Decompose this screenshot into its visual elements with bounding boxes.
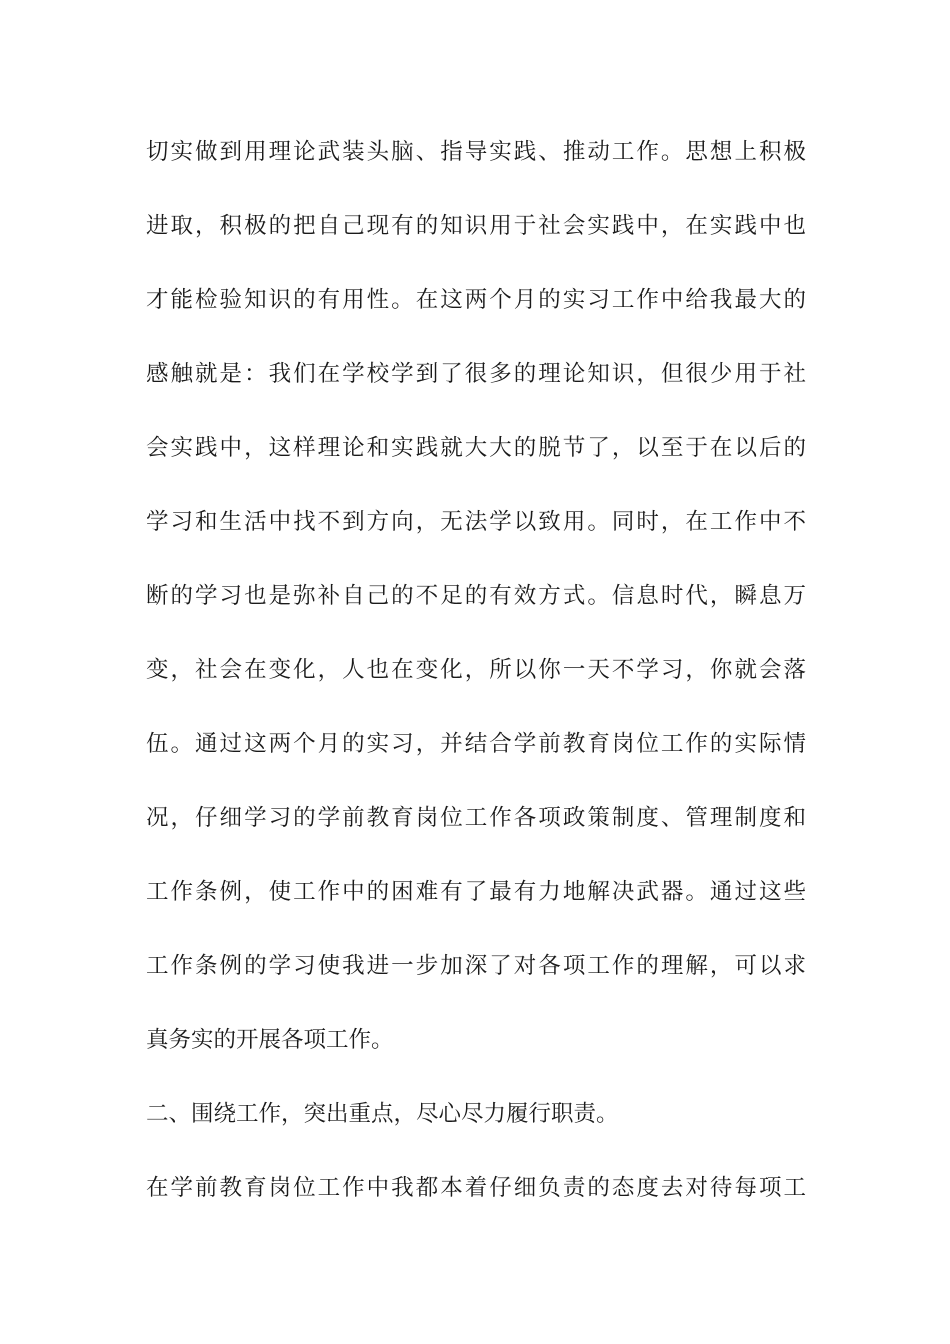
text-line: 断的学习也是弥补自己的不足的有效方式。信息时代，瞬息万 (146, 583, 806, 609)
text-line: 学习和生活中找不到方向，无法学以致用。同时，在工作中不 (146, 509, 806, 535)
body-text (146, 134, 806, 1244)
text-line: 工作条例，使工作中的困难有了最有力地解决武器。通过这些 (146, 879, 806, 905)
text-line: 伍。通过这两个月的实习，并结合学前教育岗位工作的实际情 (146, 731, 806, 757)
paragraph-end-line: 真务实的开展各项工作。 (146, 1027, 394, 1053)
text-line: 感触就是：我们在学校学到了很多的理论知识，但很少用于社 (146, 361, 806, 387)
text-line: 切实做到用理论武装头脑、指导实践、推动工作。思想上积极 (146, 139, 806, 165)
text-line: 才能检验知识的有用性。在这两个月的实习工作中给我最大的 (146, 287, 806, 313)
text-line: 变，社会在变化，人也在变化，所以你一天不学习，你就会落 (146, 657, 806, 683)
text-line: 进取，积极的把自己现有的知识用于社会实践中，在实践中也 (146, 213, 806, 239)
text-line: 会实践中，这样理论和实践就大大的脱节了，以至于在以后的 (146, 435, 806, 461)
text-line: 在学前教育岗位工作中我都本着仔细负责的态度去对待每项工 (146, 1175, 806, 1201)
text-line: 工作条例的学习使我进一步加深了对各项工作的理解，可以求 (146, 953, 806, 979)
text-line: 况，仔细学习的学前教育岗位工作各项政策制度、管理制度和 (146, 805, 806, 831)
section-heading: 二、围绕工作，突出重点，尽心尽力履行职责。 (146, 1101, 619, 1127)
